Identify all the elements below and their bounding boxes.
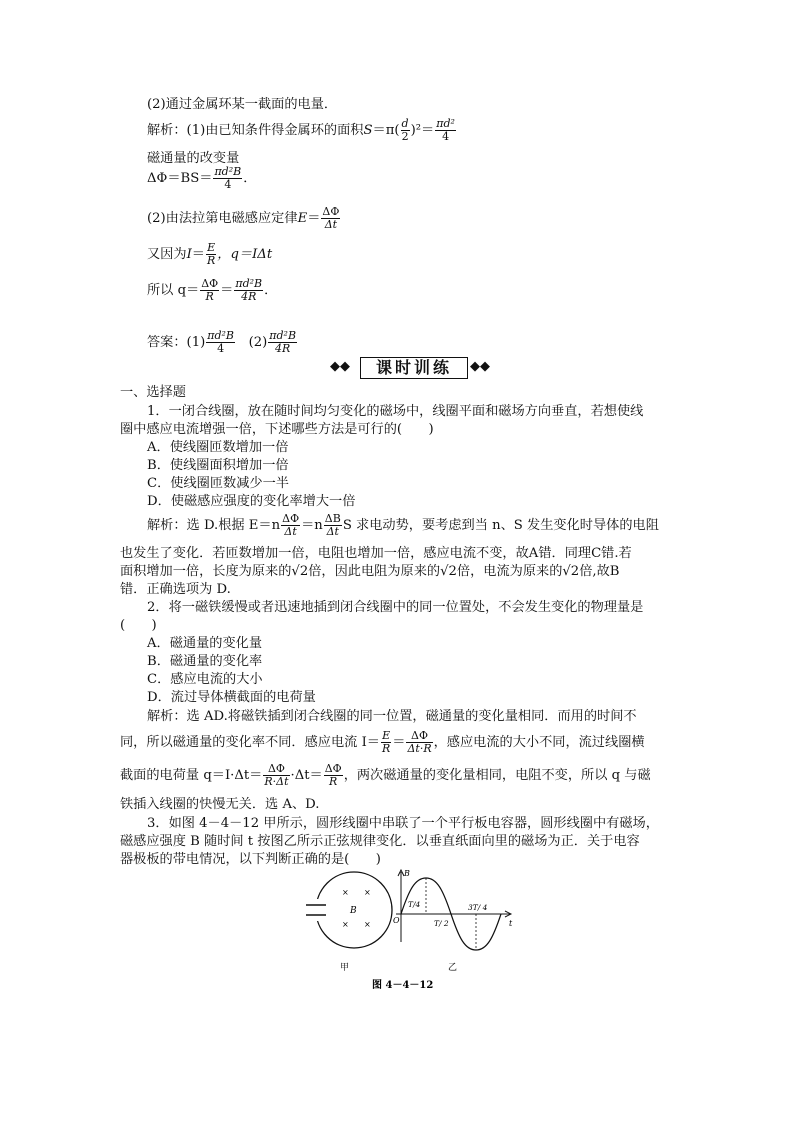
section-heading: 一、选择题	[120, 385, 186, 400]
b-t-graph	[393, 869, 513, 950]
q1-sol-post: S 求电动势，要考虑到当 n、S 发生变化时导体的电阻	[342, 518, 659, 533]
tick-T2: T/ 2	[434, 919, 449, 928]
also-pre: 又因为	[147, 247, 187, 262]
q2-stem-2: ( )	[120, 618, 157, 633]
q1-stem-1: 1．一闭合线圈，放在随时间均匀变化的磁场中，线圈平面和磁场方向垂直，若想使线	[147, 404, 644, 419]
q1-solution-1	[147, 513, 659, 538]
banner-title: 课时训练	[360, 357, 468, 379]
so-den1: R	[205, 290, 214, 303]
ans-den1: 4	[217, 342, 225, 355]
q2-sol3-mid: ·Δt＝	[290, 768, 323, 783]
delta-phi-line	[147, 166, 256, 191]
label-jia: 甲	[340, 963, 350, 973]
q1-sol-den2: Δt	[326, 525, 339, 538]
dphi-num: πd²B	[214, 165, 242, 178]
ans-mid: (2)	[248, 335, 268, 350]
also-It: IΔt	[252, 247, 273, 262]
dphi-end: ．	[243, 171, 257, 186]
var-I: I	[186, 247, 192, 262]
faraday-line	[147, 206, 341, 231]
also-line	[147, 242, 272, 267]
so-eq: ＝	[220, 283, 234, 298]
tick-T4: T/4	[408, 900, 421, 909]
q3-stem-1: 3．如图 4－4－12 甲所示，圆形线圈中串联了一个平行板电容器，圆形线圈中有磁场，	[147, 816, 659, 831]
var-S: S	[363, 123, 373, 138]
q1-sol-num2: ΔB	[324, 512, 341, 525]
q1-sol-eq: ＝n	[301, 518, 323, 533]
label-yi: 乙	[448, 963, 458, 973]
therefore-line	[147, 278, 277, 303]
q2-solution-1: 解析：选 AD.将磁铁插到闭合线圈的同一位置，磁通量的变化量相同．而用的时间不	[147, 709, 637, 724]
cross-mark-icon: ×	[342, 888, 349, 897]
also-eq: ＝	[191, 247, 205, 262]
q2-sol3-den2: R	[329, 775, 338, 788]
faraday-num: ΔΦ	[322, 205, 340, 218]
q1-option-a: A．使线圈匝数增加一倍	[147, 440, 289, 455]
q2-text: (2)通过金属环某一截面的电量．	[147, 97, 338, 112]
q1-sol-num1: ΔΦ	[282, 512, 300, 525]
figure-caption: 图 4－4－12	[372, 980, 434, 991]
q2-sol3-pre: 截面的电荷量 q＝I·Δt＝	[120, 768, 263, 783]
q1-sol-pre: 解析：选 D.根据 E＝n	[147, 518, 281, 533]
diamond-right-icon: ◆◆	[470, 359, 490, 374]
ans-num2: πd²B	[269, 329, 297, 342]
q1-option-b: B．使线圈面积增加一倍	[147, 458, 289, 473]
q2-solution-2	[120, 730, 645, 755]
tick-3T4: 3T/ 4	[468, 903, 488, 912]
ans-num1: πd²B	[207, 329, 235, 342]
frac-d-num: d	[401, 117, 409, 130]
coil-diagram	[306, 872, 392, 948]
cross-mark-icon: ×	[364, 888, 371, 897]
so-num1: ΔΦ	[201, 277, 219, 290]
flux-change-label: 磁通量的改变量	[147, 151, 240, 166]
origin-label: O	[393, 916, 400, 925]
q1-solution-4: 错．正确选项为 D.	[120, 582, 231, 597]
so-pre: 所以 q＝	[147, 283, 200, 298]
q2-sol2-pre: 同，所以磁通量的变化率不同．感应电流 I＝	[120, 735, 380, 750]
also-num: E	[207, 241, 216, 254]
diamond-left-icon: ◆◆	[330, 359, 350, 374]
sq-eq: )²＝	[410, 123, 435, 138]
q1-solution-2: 也发生了变化．若匝数增加一倍，电阻也增加一倍，感应电流不变，故A错．同理C错.若	[120, 546, 632, 561]
cross-mark-icon: ×	[342, 920, 349, 929]
answer-line	[147, 330, 298, 355]
q2-stem-1: 2．将一磁铁缓慢或者迅速地插到闭合线圈中的同一位置处，不会发生变化的物理量是	[147, 600, 644, 615]
solution-area-line	[147, 118, 457, 143]
q2-option-b: B．磁通量的变化率	[147, 654, 263, 669]
section-banner	[330, 357, 496, 379]
ans-den2: 4R	[275, 342, 291, 355]
q2-sol2-den2: Δt·R	[407, 742, 432, 755]
dphi-den: 4	[224, 178, 232, 191]
q1-solution-3: 面积增加一倍，长度为原来的√2倍，因此电阻为原来的√2倍，电流为原来的√2倍,故B	[120, 564, 620, 579]
frac-d-den: 2	[401, 130, 409, 143]
area-den: 4	[442, 130, 450, 143]
var-E: E	[297, 211, 308, 226]
q2-solution-3	[120, 763, 651, 788]
axis-t-label: t	[509, 919, 513, 928]
q2-sol2-eq: ＝	[392, 735, 406, 750]
faraday-eq: ＝	[307, 211, 321, 226]
cross-mark-icon: ×	[364, 920, 371, 929]
q3-stem-3: 器极板的带电情况，以下判断正确的是( )	[120, 852, 381, 867]
q2-sol3-num2: ΔΦ	[324, 762, 342, 775]
ans-pre: 答案：(1)	[147, 335, 206, 350]
q1-sol-den1: Δt	[284, 525, 297, 538]
faraday-pre: (2)由法拉第电磁感应定律	[147, 211, 298, 226]
q1-stem-2: 圈中感应电流增强一倍，下述哪些方法是可行的( )	[120, 422, 434, 437]
also-den: R	[206, 254, 216, 267]
q2-sol2-den1: R	[381, 742, 391, 755]
q2-option-d: D．流过导体横截面的电荷量	[147, 690, 316, 705]
q1-option-d: D．使磁感应强度的变化率增大一倍	[147, 494, 356, 509]
area-num: πd²	[436, 117, 455, 130]
q3-stem-2: 磁感应强度 B 随时间 t 按图乙所示正弦规律变化．以垂直纸面向里的磁场为正．关于电容	[120, 834, 640, 849]
so-den2: 4R	[241, 290, 257, 303]
q2-sol2-num2: ΔΦ	[406, 730, 432, 743]
q2-sol3-num1: ΔΦ	[263, 763, 289, 776]
so-end: ．	[264, 283, 278, 298]
figure-4-4-12	[300, 866, 530, 991]
q2-sol2-num1: E	[382, 729, 391, 742]
q2-option-a: A．磁通量的变化量	[147, 636, 263, 651]
axis-B-label: B	[404, 869, 410, 878]
faraday-den: Δt	[324, 218, 338, 231]
field-B-label: B	[350, 906, 357, 916]
q2-solution-4: 铁插入线圈的快慢无关．选 A、D.	[120, 797, 320, 812]
also-mid: ，q＝	[217, 247, 253, 262]
q2-sol2-post: ，感应电流的大小不同，流过线圈横	[433, 735, 645, 750]
dphi-pre: ΔΦ＝BS＝	[147, 171, 213, 186]
so-num2: πd²B	[235, 277, 263, 290]
sol-pre: 解析：(1)由已知条件得金属环的面积	[147, 123, 364, 138]
q2-option-c: C．感应电流的大小	[147, 672, 263, 687]
q1-option-c: C．使线圈匝数减少一半	[147, 476, 289, 491]
q2-sol3-den1: R·Δt	[264, 775, 289, 788]
q2-sol3-post: ，两次磁通量的变化量相同，电阻不变，所以 q 与磁	[343, 768, 651, 783]
eq-pi: ＝π(	[372, 123, 400, 138]
